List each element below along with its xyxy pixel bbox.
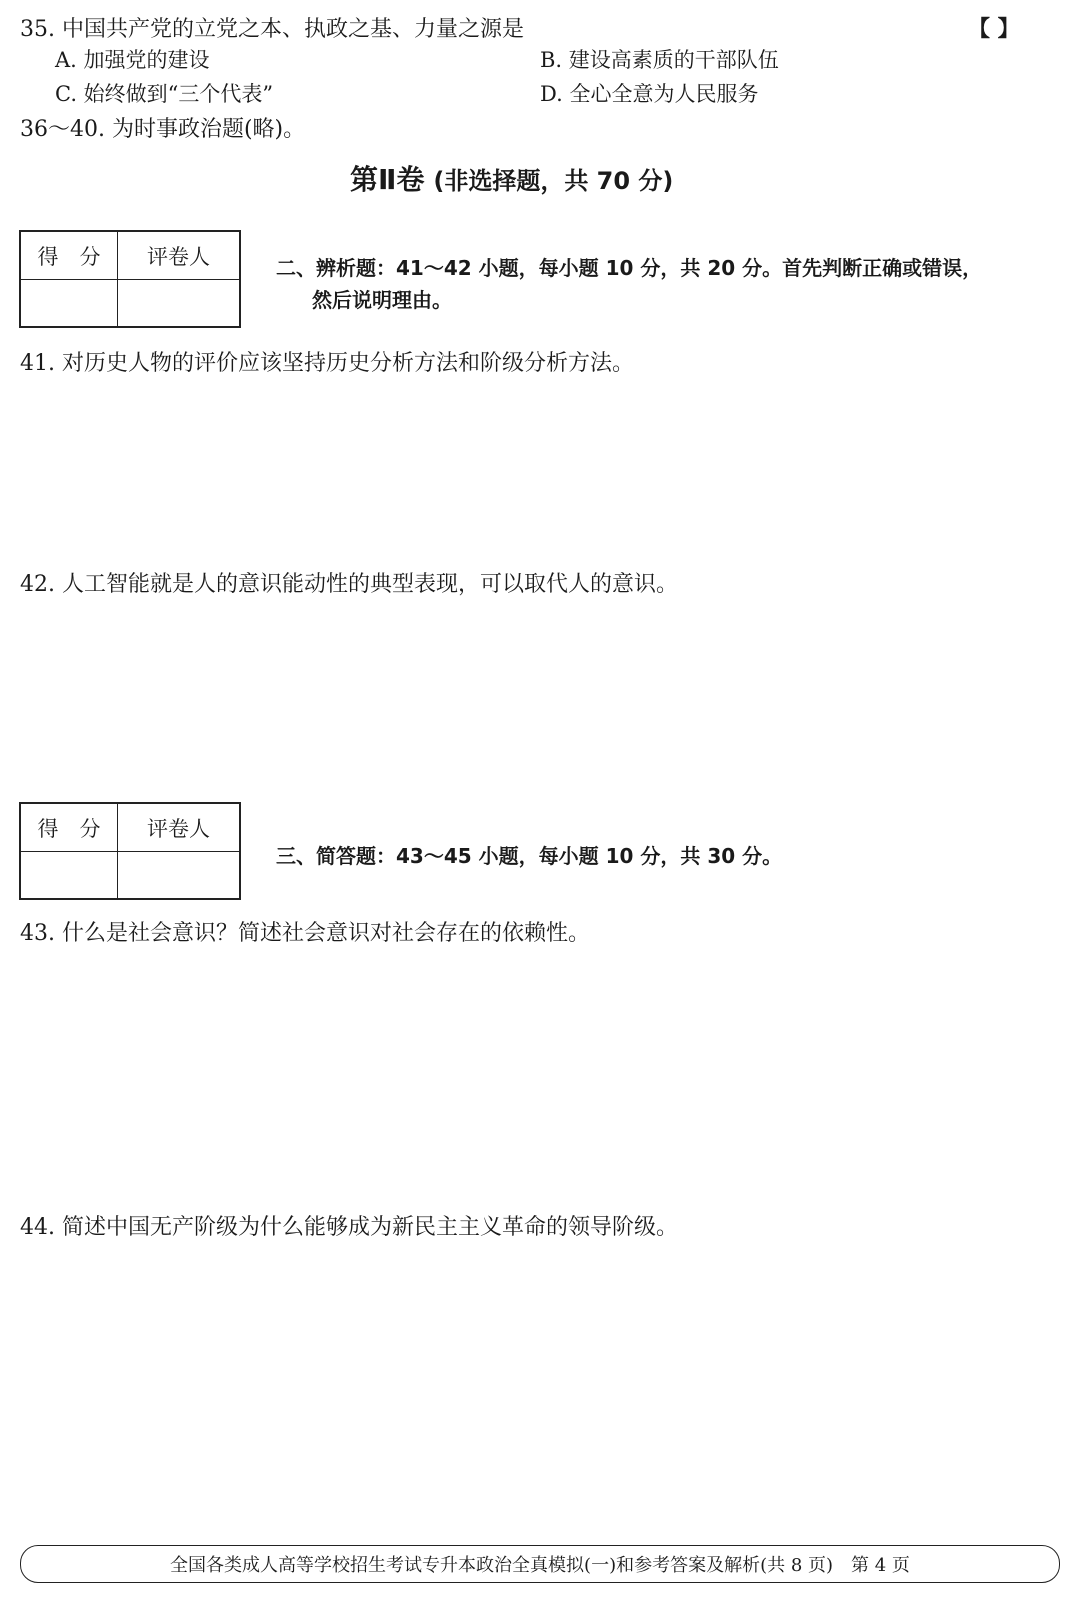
section2-heading-cont: 然后说明理由。 (312, 288, 452, 312)
section3-heading: 三、简答题：43～45 小题，每小题 10 分，共 30 分。 (276, 844, 783, 868)
question-36-40: 36～40. 为时事政治题(略)。 (20, 117, 306, 142)
score-cell (21, 852, 118, 898)
part2-title: 第Ⅱ卷 (350, 163, 425, 196)
part2-heading (350, 158, 673, 198)
option-d: D. 全心全意为人民服务 (540, 82, 759, 106)
question-41: 41. 对历史人物的评价应该坚持历史分析方法和阶级分析方法。 (20, 351, 634, 376)
answer-bracket: 【 】 (968, 16, 1020, 42)
score-box-section2 (19, 230, 241, 328)
page-footer (20, 1545, 1060, 1583)
section2-heading: 二、辨析题：41～42 小题，每小题 10 分，共 20 分。首先判断正确或错误， (276, 256, 983, 280)
question-35-stem: 35. 中国共产党的立党之本、执政之基、力量之源是 (20, 17, 524, 42)
part2-subtitle: (非选择题，共 70 分) (433, 167, 674, 195)
score-label: 得 分 (21, 232, 118, 280)
option-c: C. 始终做到“三个代表” (55, 82, 274, 106)
question-44: 44. 简述中国无产阶级为什么能够成为新民主主义革命的领导阶级。 (20, 1215, 678, 1240)
grader-label: 评卷人 (118, 804, 239, 852)
grader-cell (118, 280, 239, 326)
grader-cell (118, 852, 239, 898)
score-cell (21, 280, 118, 326)
question-43: 43. 什么是社会意识？简述社会意识对社会存在的依赖性。 (20, 921, 590, 946)
score-box-section3 (19, 802, 241, 900)
footer-text: 全国各类成人高等学校招生考试专升本政治全真模拟(一)和参考答案及解析(共 8 页) 第 4 页 (170, 1555, 910, 1576)
question-42: 42. 人工智能就是人的意识能动性的典型表现，可以取代人的意识。 (20, 572, 678, 597)
option-a: A. 加强党的建设 (55, 48, 210, 72)
option-b: B. 建设高素质的干部队伍 (540, 48, 779, 72)
grader-label: 评卷人 (118, 232, 239, 280)
score-label: 得 分 (21, 804, 118, 852)
